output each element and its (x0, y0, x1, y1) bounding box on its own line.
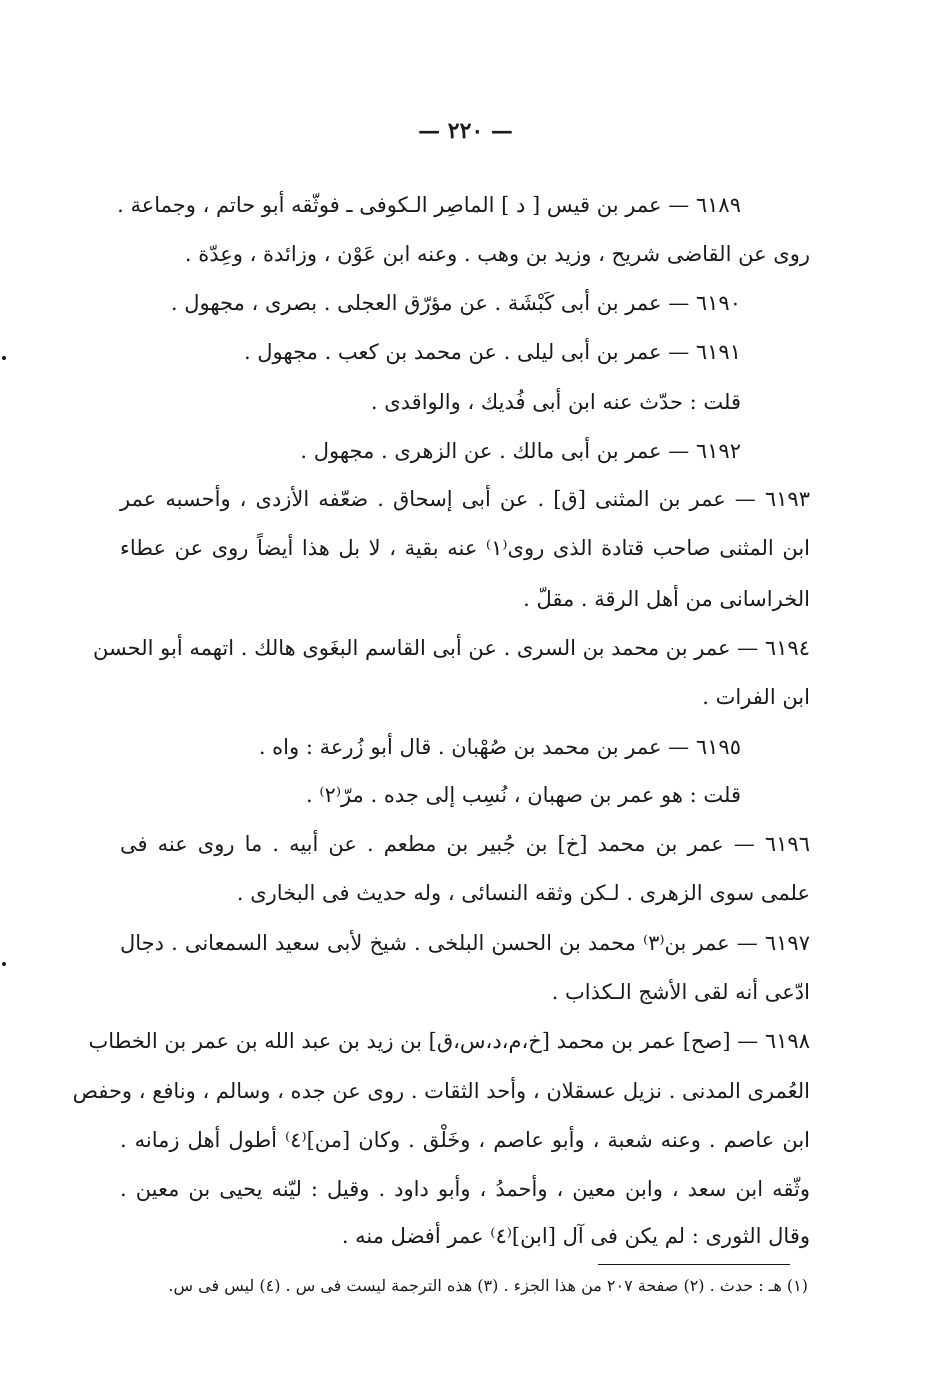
entry-6197-line-1: ٦١٩٧ — عمر بن⁽٣⁾ محمد بن الحسن البلخى . شيخ لأبى سعيد السمعانى . دجال (120, 931, 810, 955)
footnote-divider (598, 1264, 790, 1265)
entry-6195: ٦١٩٥ — عمر بن محمد بن صُهْبان . قال أبو زُرعة : واه . (258, 735, 741, 759)
entry-6189-line-2: روى عن القاضى شريح ، وزيد بن وهب . وعنه ابن عَوْن ، وزائدة ، وعِدّة . (184, 242, 810, 266)
entry-6197-line-2: ادّعى أنه لقى الأشج الـكذاب . (551, 980, 810, 1004)
entry-6198-line-4: وثّقه ابن سعد ، وابن معين ، وأحمدُ ، وأبو داود . وقيل : ليّنه يحيى بن معين . (120, 1177, 810, 1201)
entry-6191-note: قلت : حدّث عنه ابن أبى فُديك ، والواقدى . (370, 390, 741, 414)
entry-6193-line-1: ٦١٩٣ — عمر بن المثنى [ق] . عن أبى إسحاق . ضعّفه الأزدى ، وأحسبه عمر (120, 487, 810, 511)
entry-6196-line-1: ٦١٩٦ — عمر بن محمد [خ] بن جُبير بن مطعم . عن أبيه . ما روى عنه فى (120, 832, 810, 856)
entry-6198-line-3: ابن عاصم . وعنه شعبة ، وأبو عاصم ، وخَلْق . وكان [من]⁽٤⁾ أطول أهل زمانه . (120, 1128, 810, 1152)
entry-6195-note: قلت : هو عمر بن صهبان ، نُسِب إلى جده . مرّ⁽٢⁾ . (306, 783, 741, 807)
entry-6190: ٦١٩٠ — عمر بن أبى كَبْشَة . عن مؤرّق العجلى . بصرى ، مجهول . (170, 291, 741, 315)
footnotes: (١) هـ : حدث . (٢) صفحة ٢٠٧ من هذا الجزء . (٣) هذه الترجمة ليست فى س . (٤) ليس فى س. (168, 1276, 808, 1295)
entry-6192: ٦١٩٢ — عمر بن أبى مالك . عن الزهرى . مجهول . (300, 439, 741, 463)
entry-6198-line-1: ٦١٩٨ — [صح] عمر بن محمد [خ،م،د،س،ق] بن زيد بن عبد الله بن عمر بن الخطاب (88, 1029, 810, 1053)
entry-6194-line-2: ابن الفرات . (702, 685, 810, 709)
entry-6193-line-3: الخراسانى من أهل الرقة . مقلّ . (523, 587, 810, 611)
entry-6198-line-2: العُمرى المدنى . نزيل عسقلان ، وأحد الثقات . روى عن جده ، وسالم ، ونافع ، وحفص (72, 1079, 810, 1103)
entry-6194-line-1: ٦١٩٤ — عمر بن محمد بن السرى . عن أبى القاسم البغَوى هالك . اتهمه أبو الحسن (92, 636, 810, 660)
entry-6193-line-2: ابن المثنى صاحب قتادة الذى روى⁽١⁾ عنه بقية ، لا بل هذا أيضاً روى عن عطاء (120, 536, 810, 560)
entry-6198-line-5: وقال الثورى : لم يكن فى آل [ابن]⁽٤⁾ عمر أفضل منه . (341, 1224, 810, 1248)
entry-6196-line-2: علمى سوى الزهرى . لـكن وثقه النسائى ، وله حديث فى البخارى . (236, 881, 810, 905)
page-number: — ٢٢٠ — (418, 118, 513, 144)
margin-mark (2, 356, 6, 360)
margin-mark (2, 962, 6, 966)
entry-6191: ٦١٩١ — عمر بن أبى ليلى . عن محمد بن كعب . مجهول . (243, 340, 741, 364)
entry-6189-line-1: ٦١٨٩ — عمر بن قيس [ د ] الماصِر الـكوفى ـ فوثّقه أبو حاتم ، وجماعة . (117, 193, 741, 217)
